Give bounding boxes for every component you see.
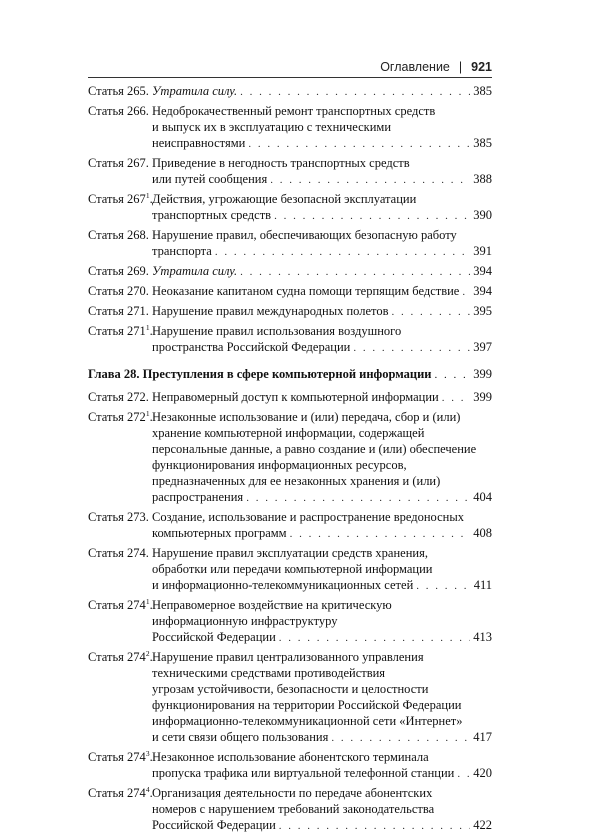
article-title-text: компьютерных программ bbox=[152, 526, 287, 540]
article-title bbox=[152, 749, 492, 782]
article-label: Статья $274^2$. bbox=[88, 649, 153, 664]
toc-entry bbox=[88, 785, 492, 834]
toc-entry bbox=[88, 303, 492, 320]
article-title-last-line bbox=[152, 629, 492, 646]
article-title-text: и сети связи общего пользования bbox=[152, 730, 329, 744]
article-label-text: Статья 274 bbox=[88, 598, 146, 612]
article-title-line: предназначенных для ее незаконных хранения и (или) bbox=[152, 474, 441, 488]
article-title-line: и выпуск их в эксплуатацию с техническими bbox=[152, 120, 392, 134]
leader-dots bbox=[416, 578, 470, 594]
article-title-line: функционирования на территории Российской Федерации bbox=[152, 698, 462, 712]
article-label-text: Статья 265. bbox=[88, 84, 149, 98]
page-number: 394 bbox=[473, 264, 492, 278]
article-title bbox=[152, 227, 492, 260]
toc-entry bbox=[88, 597, 492, 646]
article-title-text: распространения bbox=[152, 490, 244, 504]
article-title bbox=[152, 597, 492, 646]
article-label: Статья $267^1$. bbox=[88, 191, 153, 206]
toc-entry bbox=[88, 389, 492, 406]
page-number: 391 bbox=[473, 244, 492, 258]
toc-entry bbox=[88, 409, 492, 506]
toc-entry bbox=[88, 749, 492, 782]
article-title-line: персональные данные, а равно создание и (или) обеспечение bbox=[152, 442, 477, 456]
article-title-text: пропуска трафика или виртуальной телефонной станции bbox=[152, 766, 455, 780]
leader-dots bbox=[248, 136, 470, 152]
page-number: 413 bbox=[473, 630, 492, 644]
leader-dots bbox=[270, 172, 470, 188]
page-number: 397 bbox=[473, 340, 492, 354]
leader-dots bbox=[392, 304, 471, 320]
article-label-text: Статья 271 bbox=[88, 324, 146, 338]
article-title-line: Организация деятельности по передаче абонентских bbox=[152, 786, 433, 800]
article-title-text: Неправомерный доступ к компьютерной информации bbox=[152, 390, 439, 404]
page-number: 422 bbox=[473, 818, 492, 832]
article-title-line: Недоброкачественный ремонт транспортных средств bbox=[152, 104, 436, 118]
article-title-text: Утратила силу. bbox=[152, 264, 238, 278]
article-superscript: 1 bbox=[145, 191, 150, 200]
article-title bbox=[152, 103, 492, 152]
article-title bbox=[152, 785, 492, 834]
article-title-last-line bbox=[152, 135, 492, 152]
leader-dots bbox=[435, 367, 471, 383]
page-number: 404 bbox=[473, 490, 492, 504]
article-title-line: техническими средствами противодействия bbox=[152, 666, 386, 680]
article-title-line: хранение компьютерной информации, содержащей bbox=[152, 426, 425, 440]
article-label: Статья $274^4$. bbox=[88, 785, 153, 800]
article-title-last-line bbox=[152, 525, 492, 542]
article-title-line: номеров с нарушением требований законодательства bbox=[152, 802, 435, 816]
toc-entries-before bbox=[88, 83, 492, 356]
page-number: 408 bbox=[473, 526, 492, 540]
toc-entry bbox=[88, 509, 492, 542]
page-number: 411 bbox=[473, 578, 492, 592]
article-label-text: Статья 272. bbox=[88, 390, 149, 404]
table-of-contents bbox=[88, 83, 492, 837]
article-superscript: 1 bbox=[145, 597, 150, 606]
article-title-line: Приведение в негодность транспортных средств bbox=[152, 156, 410, 170]
article-title-line: Нарушение правил эксплуатации средств хранения, bbox=[152, 546, 428, 560]
chapter-heading bbox=[88, 366, 492, 383]
article-label bbox=[88, 545, 152, 561]
article-title bbox=[152, 545, 492, 594]
article-label bbox=[88, 103, 152, 119]
article-title-text: Нарушение правил международных полетов bbox=[152, 304, 389, 318]
article-title bbox=[152, 83, 492, 100]
article-title-line: Нарушение правил, обеспечивающих безопасную работу bbox=[152, 228, 457, 242]
toc-entry bbox=[88, 155, 492, 188]
article-title-last-line bbox=[152, 303, 492, 320]
article-label-text: Статья 266. bbox=[88, 104, 149, 118]
toc-entry bbox=[88, 649, 492, 746]
article-title-text: Российской Федерации bbox=[152, 630, 276, 644]
page-number: 395 bbox=[473, 304, 492, 318]
article-title-line: Неправомерное воздействие на критическую bbox=[152, 598, 392, 612]
article-label-text: Статья 268. bbox=[88, 228, 149, 242]
article-title-last-line bbox=[152, 389, 492, 406]
article-title-last-line bbox=[152, 263, 492, 280]
article-title-text: Утратила силу. bbox=[152, 84, 238, 98]
article-label: Статья $272^1$. bbox=[88, 409, 153, 424]
toc-entries-after bbox=[88, 389, 492, 834]
article-title-last-line bbox=[152, 339, 492, 356]
article-label bbox=[88, 509, 152, 525]
article-title-last-line bbox=[152, 171, 492, 188]
header-page-number: 921 bbox=[471, 60, 492, 74]
page-number: 420 bbox=[473, 766, 492, 780]
article-title bbox=[152, 303, 492, 320]
leader-dots bbox=[240, 264, 470, 280]
article-label-text: Статья 273. bbox=[88, 510, 149, 524]
article-title-text: транспорта bbox=[152, 244, 212, 258]
leader-dots bbox=[279, 818, 470, 834]
article-title-text: или путей сообщения bbox=[152, 172, 268, 186]
article-title bbox=[152, 263, 492, 280]
leader-dots bbox=[331, 730, 470, 746]
article-superscript: 2 bbox=[145, 649, 150, 658]
article-title-text: Российской Федерации bbox=[152, 818, 276, 832]
article-label-text: Статья 271. bbox=[88, 304, 149, 318]
header-separator: | bbox=[458, 60, 463, 74]
article-title bbox=[152, 323, 492, 356]
article-label: Статья $274^1$. bbox=[88, 597, 153, 612]
article-label-text: Статья 272 bbox=[88, 410, 146, 424]
article-title-last-line bbox=[152, 765, 492, 782]
chapter-page: 399 bbox=[473, 367, 492, 381]
page-number: 385 bbox=[473, 136, 492, 150]
leader-dots bbox=[246, 490, 470, 506]
toc-entry bbox=[88, 323, 492, 356]
leader-dots bbox=[462, 284, 470, 300]
toc-entry bbox=[88, 227, 492, 260]
page-number: 417 bbox=[473, 730, 492, 744]
article-label-text: Статья 270. bbox=[88, 284, 149, 298]
article-label bbox=[88, 389, 152, 405]
page-number: 390 bbox=[473, 208, 492, 222]
article-title-text: пространства Российской Федерации bbox=[152, 340, 351, 354]
page-number: 394 bbox=[473, 284, 492, 298]
article-title-line: обработки или передачи компьютерной информации bbox=[152, 562, 433, 576]
article-title-last-line bbox=[152, 83, 492, 100]
leader-dots bbox=[215, 244, 470, 260]
page-number: 388 bbox=[473, 172, 492, 186]
article-title-last-line bbox=[152, 283, 492, 300]
leader-dots bbox=[240, 84, 470, 100]
article-title-last-line bbox=[152, 817, 492, 834]
article-label bbox=[88, 303, 152, 319]
toc-entry bbox=[88, 283, 492, 300]
article-label-text: Статья 274 bbox=[88, 650, 146, 664]
toc-entry bbox=[88, 191, 492, 224]
article-title bbox=[152, 649, 492, 746]
header-section-title: Оглавление bbox=[380, 60, 450, 74]
article-title-line: Нарушение правил использования воздушного bbox=[152, 324, 402, 338]
article-title-last-line bbox=[152, 729, 492, 746]
header-rule bbox=[88, 77, 492, 78]
article-title-text: неисправностями bbox=[152, 136, 246, 150]
article-title bbox=[152, 409, 492, 506]
article-title bbox=[152, 155, 492, 188]
article-label: Статья $274^3$. bbox=[88, 749, 153, 764]
article-title-line: Незаконные использование и (или) передача, сбор и (или) bbox=[152, 410, 461, 424]
article-label-text: Статья 269. bbox=[88, 264, 149, 278]
page-number: 399 bbox=[473, 390, 492, 404]
article-title-line: угрозам устойчивости, безопасности и целостности bbox=[152, 682, 429, 696]
toc-entry bbox=[88, 263, 492, 280]
article-title-line: Действия, угрожающие безопасной эксплуатации bbox=[152, 192, 417, 206]
article-title-text: транспортных средств bbox=[152, 208, 272, 222]
article-title bbox=[152, 283, 492, 300]
article-label bbox=[88, 155, 152, 171]
article-superscript: 4 bbox=[145, 785, 150, 794]
article-label-text: Статья 267. bbox=[88, 156, 149, 170]
article-label bbox=[88, 283, 152, 299]
article-label bbox=[88, 227, 152, 243]
article-title-line: функционирования информационных ресурсов, bbox=[152, 458, 407, 472]
article-label bbox=[88, 83, 152, 99]
article-title-last-line bbox=[152, 489, 492, 506]
header-block bbox=[380, 60, 492, 74]
article-superscript: 1 bbox=[145, 323, 150, 332]
article-label bbox=[88, 263, 152, 279]
article-title bbox=[152, 509, 492, 542]
running-header bbox=[88, 58, 492, 78]
toc-entry bbox=[88, 545, 492, 594]
article-title-last-line bbox=[152, 577, 492, 594]
article-superscript: 1 bbox=[145, 409, 150, 418]
article-title bbox=[152, 389, 492, 406]
article-label-text: Статья 274. bbox=[88, 546, 149, 560]
chapter-title: Глава 28. Преступления в сфере компьютерной информации bbox=[88, 367, 432, 381]
article-title-last-line bbox=[152, 207, 492, 224]
article-title-text: Неоказание капитаном судна помощи терпящим бедствие bbox=[152, 284, 460, 298]
article-title-line: Незаконное использование абонентского терминала bbox=[152, 750, 429, 764]
article-label: Статья $271^1$. bbox=[88, 323, 153, 338]
toc-entry bbox=[88, 103, 492, 152]
article-title-line: информационно-телекоммуникационной сети «Интернет» bbox=[152, 714, 463, 728]
article-title bbox=[152, 191, 492, 224]
toc-entry bbox=[88, 83, 492, 100]
leader-dots bbox=[442, 390, 471, 406]
leader-dots bbox=[279, 630, 470, 646]
leader-dots bbox=[290, 526, 471, 542]
article-title-line: Создание, использование и распространение вредоносных bbox=[152, 510, 464, 524]
leader-dots bbox=[353, 340, 470, 356]
article-label-text: Статья 267 bbox=[88, 192, 146, 206]
article-title-line: Нарушение правил централизованного управления bbox=[152, 650, 424, 664]
article-title-line: информационную инфраструктуру bbox=[152, 614, 338, 628]
leader-dots bbox=[457, 766, 470, 782]
article-superscript: 3 bbox=[145, 749, 150, 758]
page-number: 385 bbox=[473, 84, 492, 98]
article-title-text: и информационно-телекоммуникационных сетей bbox=[152, 578, 414, 592]
article-label-text: Статья 274 bbox=[88, 786, 146, 800]
article-title-last-line bbox=[152, 243, 492, 260]
leader-dots bbox=[274, 208, 470, 224]
article-label-text: Статья 274 bbox=[88, 750, 146, 764]
